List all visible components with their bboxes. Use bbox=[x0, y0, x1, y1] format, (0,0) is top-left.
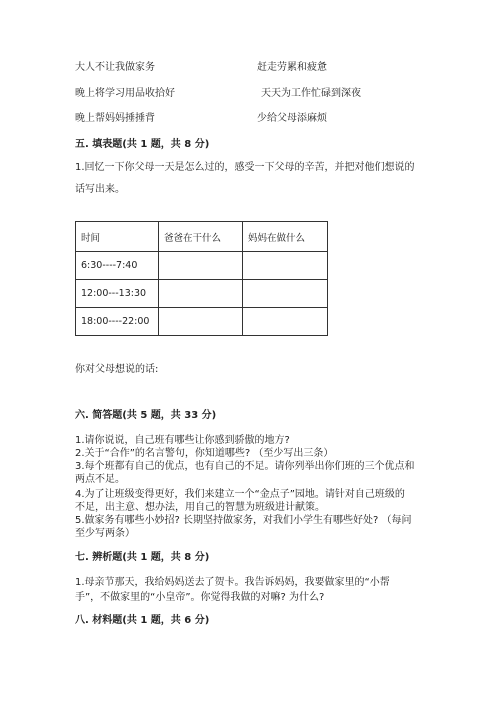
section-6-line: 两点不足。 bbox=[75, 474, 125, 485]
table-row bbox=[76, 308, 328, 336]
table-header-cell: 爸爸在干什么 bbox=[159, 222, 243, 252]
table-cell bbox=[159, 252, 243, 280]
section-6-line: 3.每个班都有自己的优点，也有自己的不足。请你列举出你们班的三个优点和 bbox=[75, 461, 415, 472]
section-6-line: 4.为了让班级变得更好，我们来建立一个“金点子”园地。请针对自己班级的 bbox=[75, 489, 405, 500]
table-cell: 18:00----22:00 bbox=[76, 308, 159, 336]
table-cell bbox=[243, 252, 328, 280]
section-5-heading: 五. 填表题(共 1 题，共 8 分) bbox=[75, 139, 210, 150]
section-8-heading: 八. 材料题(共 1 题，共 6 分) bbox=[75, 615, 210, 626]
section-7-line: 手”，不做家里的“小皇帝”。你觉得我做的对嘛? 为什么? bbox=[75, 592, 325, 603]
matching-left-1: 大人不让我做家务 bbox=[75, 62, 155, 73]
section-5-question-line-1: 1.回忆一下你父母一天是怎么过的，感受一下父母的辛苦，并把对他们想说的 bbox=[75, 162, 415, 173]
section-6-line: 2.关于“合作”的名言警句，你知道哪些? （至少写出三条） bbox=[75, 448, 334, 459]
section-6-line: 1.请你说说，自己班有哪些让你感到骄傲的地方? bbox=[75, 435, 290, 446]
matching-left-3: 晚上帮妈妈捶捶背 bbox=[75, 113, 155, 124]
table-header-row bbox=[76, 222, 328, 252]
table-row bbox=[76, 280, 328, 308]
section-6-line: 5.做家务有哪些小妙招? 长期坚持做家务，对我们小学生有哪些好处? （每问 bbox=[75, 515, 412, 526]
matching-right-1: 赶走劳累和疲惫 bbox=[257, 62, 327, 73]
section-6-line: 不足，出主意、想办法，用自己的智慧为班级进计献策。 bbox=[75, 502, 325, 513]
section-7-line: 1.母亲节那天，我给妈妈送去了贺卡。我告诉妈妈，我要做家里的“小帮 bbox=[75, 577, 390, 588]
table-header-cell: 妈妈在做什么 bbox=[243, 222, 328, 252]
matching-right-2: 天天为工作忙碌到深夜 bbox=[261, 88, 361, 99]
section-5-question-line-2: 话写出来。 bbox=[75, 184, 125, 195]
schedule-table bbox=[75, 221, 328, 336]
matching-right-3: 少给父母添麻烦 bbox=[257, 113, 327, 124]
table-header-cell: 时间 bbox=[76, 222, 159, 252]
table-cell: 12:00---13:30 bbox=[76, 280, 159, 308]
say-to-parents-prompt: 你对父母想说的话: bbox=[75, 364, 159, 375]
section-7-heading: 七. 辨析题(共 1 题，共 8 分) bbox=[75, 552, 210, 563]
table-cell bbox=[243, 308, 328, 336]
section-6-heading: 六. 简答题(共 5 题，共 33 分) bbox=[75, 410, 217, 421]
matching-left-2: 晚上将学习用品收拾好 bbox=[75, 88, 175, 99]
table-cell bbox=[159, 280, 243, 308]
section-6-line: 至少写两条） bbox=[75, 528, 135, 539]
table-cell: 6:30----7:40 bbox=[76, 252, 159, 280]
table-row bbox=[76, 252, 328, 280]
table-cell bbox=[159, 308, 243, 336]
table-cell bbox=[243, 280, 328, 308]
